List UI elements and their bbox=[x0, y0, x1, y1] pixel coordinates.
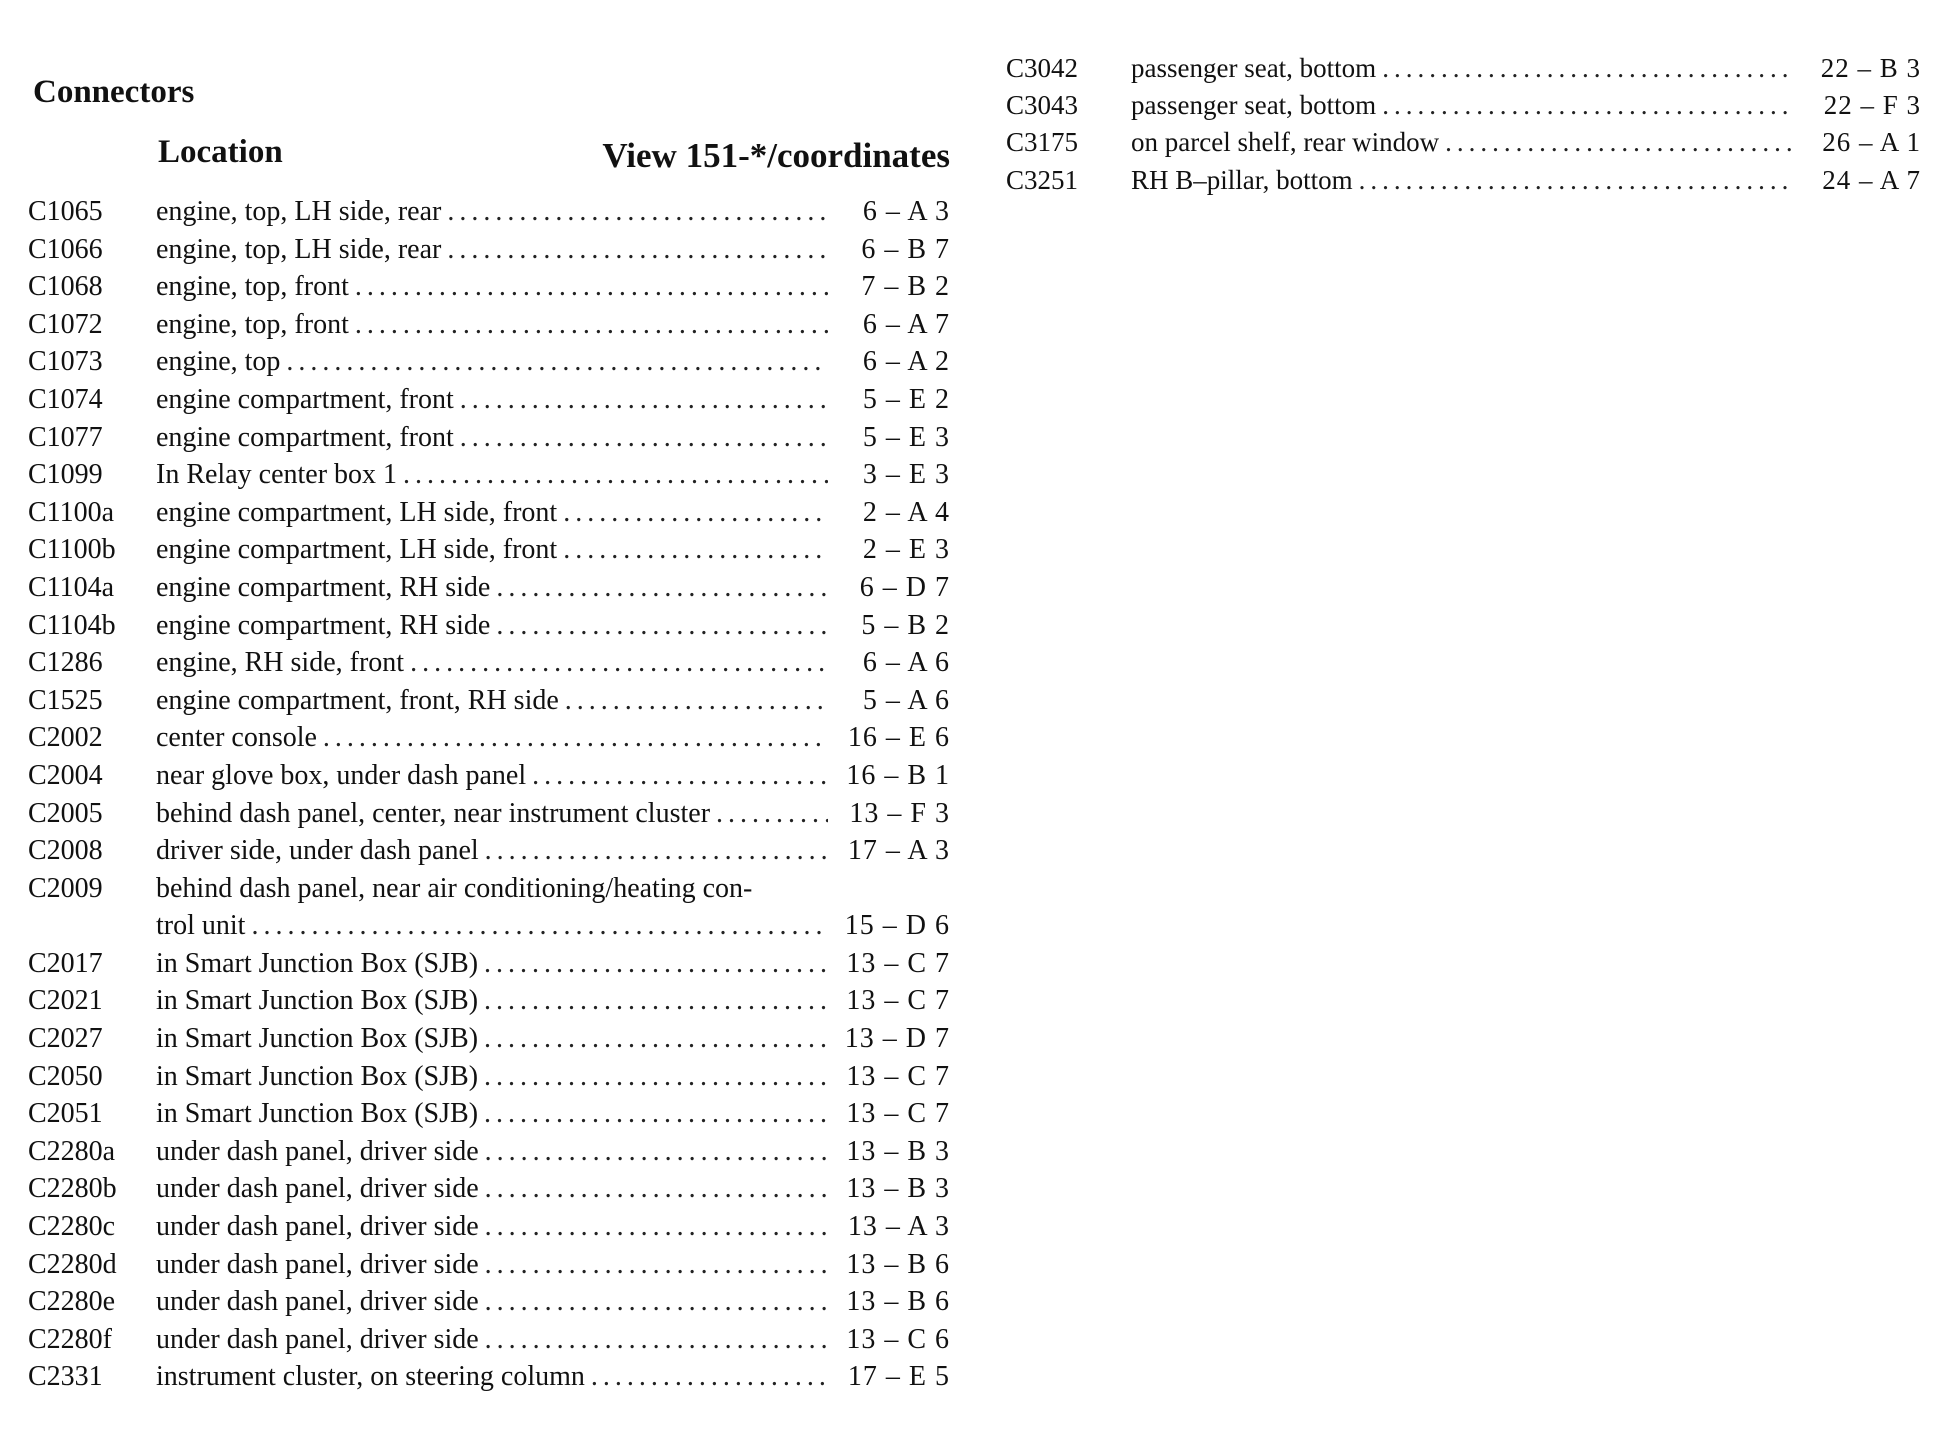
view-coordinate: 5 – B 2 bbox=[861, 609, 950, 641]
connector-row bbox=[28, 644, 950, 682]
connector-id: C1077 bbox=[28, 421, 103, 453]
location-cell bbox=[156, 1358, 828, 1396]
dot-leader bbox=[485, 832, 828, 870]
connector-location: engine compartment, front bbox=[156, 383, 454, 415]
connector-id: C2331 bbox=[28, 1361, 103, 1393]
connector-id: C1066 bbox=[28, 233, 103, 265]
connector-location: engine compartment, RH side bbox=[156, 609, 491, 641]
connector-location: under dash panel, driver side bbox=[156, 1286, 479, 1318]
view-coordinate: 13 – C 6 bbox=[846, 1323, 950, 1355]
connector-location: near glove box, under dash panel bbox=[156, 759, 527, 791]
connector-row bbox=[28, 381, 950, 419]
connector-id: C1100b bbox=[28, 534, 116, 566]
dot-leader bbox=[447, 193, 828, 231]
dot-leader bbox=[496, 569, 828, 607]
location-cell bbox=[156, 569, 828, 607]
connector-location: engine, top, front bbox=[156, 271, 349, 303]
location-cell bbox=[156, 193, 828, 231]
dot-leader bbox=[1359, 162, 1791, 199]
connector-row bbox=[28, 1358, 950, 1396]
dot-leader bbox=[355, 268, 828, 306]
connector-row bbox=[28, 795, 950, 833]
view-coordinate: 5 – A 6 bbox=[862, 684, 950, 716]
connector-id: C2280a bbox=[28, 1135, 116, 1167]
location-column-header: Location bbox=[158, 134, 283, 170]
connector-location: engine compartment, front bbox=[156, 421, 454, 453]
connector-location: trol unit bbox=[156, 910, 246, 942]
connector-location: engine, top bbox=[156, 346, 281, 378]
connector-location: driver side, under dash panel bbox=[156, 835, 479, 867]
location-cell bbox=[156, 419, 828, 457]
view-coordinate: 13 – C 7 bbox=[846, 947, 950, 979]
view-coordinate: 13 – A 3 bbox=[847, 1211, 950, 1243]
location-cell bbox=[156, 1321, 828, 1359]
location-cell bbox=[156, 1020, 828, 1058]
view-coordinate: 22 – F 3 bbox=[1823, 90, 1921, 121]
view-coordinate: 5 – E 3 bbox=[862, 421, 950, 453]
location-cell bbox=[1131, 124, 1791, 161]
connector-id: C1074 bbox=[28, 383, 103, 415]
connector-location: instrument cluster, on steering column bbox=[156, 1361, 585, 1393]
dot-leader bbox=[591, 1358, 828, 1396]
dot-leader bbox=[484, 1020, 828, 1058]
connector-row bbox=[28, 306, 950, 344]
view-coordinate: 13 – B 3 bbox=[846, 1135, 950, 1167]
connector-row bbox=[28, 907, 950, 945]
dot-leader bbox=[403, 456, 828, 494]
view-coordinate: 13 – C 7 bbox=[846, 1060, 950, 1092]
view-coordinate: 13 – B 3 bbox=[846, 1173, 950, 1205]
connector-id: C1286 bbox=[28, 647, 103, 679]
location-cell bbox=[156, 456, 828, 494]
view-coordinate: 13 – B 6 bbox=[846, 1286, 950, 1318]
location-cell bbox=[156, 682, 828, 720]
location-cell bbox=[1131, 87, 1791, 124]
connector-location: RH B–pillar, bottom bbox=[1131, 164, 1353, 195]
connector-id: C2009 bbox=[28, 872, 103, 904]
dot-leader bbox=[1382, 50, 1791, 87]
connector-row bbox=[28, 419, 950, 457]
connector-id: C2002 bbox=[28, 722, 103, 754]
connector-location: on parcel shelf, rear window bbox=[1131, 127, 1440, 158]
location-cell bbox=[156, 795, 828, 833]
view-coordinate: 16 – B 1 bbox=[846, 759, 950, 791]
view-coordinate: 6 – A 3 bbox=[862, 196, 950, 227]
location-cell bbox=[156, 1246, 828, 1284]
connector-id: C3175 bbox=[1006, 127, 1079, 158]
dot-leader bbox=[460, 419, 828, 457]
location-cell bbox=[156, 907, 828, 945]
connector-row bbox=[28, 268, 950, 306]
view-coordinate: 5 – E 2 bbox=[862, 383, 950, 415]
location-cell bbox=[1131, 50, 1791, 87]
view-coordinate: 13 – C 7 bbox=[846, 1098, 950, 1130]
connector-location: in Smart Junction Box (SJB) bbox=[156, 1060, 479, 1092]
connector-row bbox=[28, 945, 950, 983]
connector-row bbox=[28, 832, 950, 870]
dot-leader bbox=[485, 1246, 828, 1284]
view-coordinate: 16 – E 6 bbox=[847, 722, 950, 754]
dot-leader bbox=[1382, 87, 1791, 124]
connector-id: C1072 bbox=[28, 308, 103, 340]
connector-location: under dash panel, driver side bbox=[156, 1323, 479, 1355]
location-cell bbox=[156, 531, 828, 569]
connector-id: C2027 bbox=[28, 1023, 103, 1055]
view-coordinate: 24 – A 7 bbox=[1822, 164, 1921, 195]
connector-row bbox=[1006, 162, 1921, 199]
location-cell bbox=[156, 607, 828, 645]
connector-id: C2051 bbox=[28, 1098, 103, 1130]
connector-id: C2280d bbox=[28, 1248, 117, 1280]
connector-id: C2005 bbox=[28, 797, 103, 829]
connector-row bbox=[28, 1095, 950, 1133]
connector-id: C1525 bbox=[28, 684, 103, 716]
view-coordinate: 6 – A 6 bbox=[862, 647, 950, 679]
dot-leader bbox=[251, 907, 828, 945]
connector-location: engine, top, LH side, rear bbox=[156, 196, 442, 227]
connector-location: behind dash panel, center, near instrument cluster bbox=[156, 797, 711, 829]
connector-row bbox=[1006, 50, 1921, 87]
connector-location: engine, RH side, front bbox=[156, 647, 405, 679]
connector-list-right bbox=[1006, 50, 1921, 199]
dot-leader bbox=[323, 719, 828, 757]
location-cell bbox=[156, 1095, 828, 1133]
dot-leader bbox=[484, 945, 828, 983]
view-coordinates-column-header: View 151-*/coordinates bbox=[602, 136, 950, 175]
location-cell bbox=[156, 945, 828, 983]
connector-row bbox=[28, 1246, 950, 1284]
connector-id: C1068 bbox=[28, 271, 103, 303]
location-cell bbox=[156, 1208, 828, 1246]
dot-leader bbox=[485, 1208, 828, 1246]
connector-row bbox=[28, 607, 950, 645]
connector-list-left bbox=[28, 193, 950, 1396]
connector-location: behind dash panel, near air conditioning/heating con- bbox=[156, 872, 753, 904]
view-coordinate: 17 – A 3 bbox=[847, 835, 950, 867]
dot-leader bbox=[286, 343, 828, 381]
connector-location: in Smart Junction Box (SJB) bbox=[156, 947, 479, 979]
view-coordinate: 13 – C 7 bbox=[846, 985, 950, 1017]
connector-id: C1104b bbox=[28, 609, 116, 641]
connector-row bbox=[28, 757, 950, 795]
connector-id: C2280c bbox=[28, 1211, 116, 1243]
connector-id: C3042 bbox=[1006, 53, 1079, 83]
view-coordinate: 15 – D 6 bbox=[844, 910, 950, 942]
view-coordinate: 3 – E 3 bbox=[862, 459, 950, 491]
connector-row bbox=[28, 343, 950, 381]
dot-leader bbox=[532, 757, 828, 795]
location-cell bbox=[156, 268, 828, 306]
dot-leader bbox=[563, 494, 828, 532]
view-coordinate: 2 – A 4 bbox=[862, 496, 950, 528]
connector-id: C3251 bbox=[1006, 164, 1079, 195]
dot-leader bbox=[484, 982, 828, 1020]
dot-leader bbox=[496, 607, 828, 645]
location-cell bbox=[156, 870, 828, 908]
connector-location: engine, top, front bbox=[156, 308, 349, 340]
connector-location: center console bbox=[156, 722, 317, 754]
page-title: Connectors bbox=[33, 74, 195, 110]
connector-row bbox=[1006, 87, 1921, 124]
connector-location: under dash panel, driver side bbox=[156, 1135, 479, 1167]
location-cell bbox=[156, 1058, 828, 1096]
dot-leader bbox=[485, 1133, 828, 1171]
dot-leader bbox=[484, 1095, 828, 1133]
view-coordinate: 6 – B 7 bbox=[861, 233, 950, 265]
connector-row bbox=[28, 1058, 950, 1096]
location-cell bbox=[156, 644, 828, 682]
view-coordinate: 6 – A 2 bbox=[862, 346, 950, 378]
connector-row bbox=[28, 682, 950, 720]
location-cell bbox=[156, 982, 828, 1020]
location-cell bbox=[156, 832, 828, 870]
connector-id: C2050 bbox=[28, 1060, 103, 1092]
connector-row bbox=[1006, 124, 1921, 161]
connector-id: C3043 bbox=[1006, 90, 1079, 121]
connector-location: passenger seat, bottom bbox=[1131, 90, 1377, 121]
location-cell bbox=[156, 719, 828, 757]
location-cell bbox=[156, 1283, 828, 1321]
connector-row bbox=[28, 1020, 950, 1058]
connector-location: under dash panel, driver side bbox=[156, 1211, 479, 1243]
connector-id: C2004 bbox=[28, 759, 103, 791]
view-coordinate: 6 – D 7 bbox=[859, 571, 950, 603]
dot-leader bbox=[460, 381, 828, 419]
dot-leader bbox=[1445, 124, 1791, 161]
connector-location: engine compartment, LH side, front bbox=[156, 534, 558, 566]
dot-leader bbox=[355, 306, 828, 344]
connector-id: C2017 bbox=[28, 947, 103, 979]
connector-row bbox=[28, 1170, 950, 1208]
connector-row bbox=[28, 1133, 950, 1171]
connector-id: C2021 bbox=[28, 985, 103, 1017]
connector-row bbox=[28, 494, 950, 532]
location-cell bbox=[156, 381, 828, 419]
connector-row bbox=[28, 982, 950, 1020]
connector-id: C1104a bbox=[28, 571, 115, 603]
view-coordinate: 22 – B 3 bbox=[1820, 53, 1921, 83]
connector-location: under dash panel, driver side bbox=[156, 1173, 479, 1205]
dot-leader bbox=[563, 531, 828, 569]
connector-location: engine compartment, LH side, front bbox=[156, 496, 558, 528]
connector-location: under dash panel, driver side bbox=[156, 1248, 479, 1280]
location-cell bbox=[156, 306, 828, 344]
connector-id: C2280b bbox=[28, 1173, 117, 1205]
connector-row bbox=[28, 231, 950, 269]
connector-id: C1065 bbox=[28, 196, 103, 227]
connector-row bbox=[28, 569, 950, 607]
connector-row bbox=[28, 531, 950, 569]
connector-location: in Smart Junction Box (SJB) bbox=[156, 1098, 479, 1130]
connector-row bbox=[28, 719, 950, 757]
view-coordinate: 2 – E 3 bbox=[862, 534, 950, 566]
connector-id: C1073 bbox=[28, 346, 103, 378]
dot-leader bbox=[410, 644, 828, 682]
connector-id: C2008 bbox=[28, 835, 103, 867]
dot-leader bbox=[447, 231, 828, 269]
location-cell bbox=[156, 757, 828, 795]
view-coordinate: 7 – B 2 bbox=[861, 271, 950, 303]
connector-row bbox=[28, 870, 950, 908]
location-cell bbox=[156, 1133, 828, 1171]
connector-location: engine compartment, RH side bbox=[156, 571, 491, 603]
location-cell bbox=[156, 343, 828, 381]
connector-location: In Relay center box 1 bbox=[156, 459, 398, 491]
view-coordinate: 13 – D 7 bbox=[844, 1023, 950, 1055]
connector-location: engine compartment, front, RH side bbox=[156, 684, 559, 716]
connector-row bbox=[28, 456, 950, 494]
connector-location: engine, top, LH side, rear bbox=[156, 233, 442, 265]
connector-id: C2280f bbox=[28, 1323, 112, 1355]
view-coordinate: 17 – E 5 bbox=[847, 1361, 950, 1393]
location-cell bbox=[156, 231, 828, 269]
connector-location: passenger seat, bottom bbox=[1131, 53, 1377, 83]
connector-id: C2280e bbox=[28, 1286, 116, 1318]
connector-row bbox=[28, 1321, 950, 1359]
view-coordinate: 13 – B 6 bbox=[846, 1248, 950, 1280]
location-cell bbox=[1131, 162, 1791, 199]
connector-row bbox=[28, 1208, 950, 1246]
dot-leader bbox=[565, 682, 828, 720]
connector-id: C1099 bbox=[28, 459, 103, 491]
dot-leader bbox=[485, 1170, 828, 1208]
dot-leader bbox=[484, 1058, 828, 1096]
view-coordinate: 26 – A 1 bbox=[1822, 127, 1921, 158]
connector-row bbox=[28, 1283, 950, 1321]
connector-row bbox=[28, 193, 950, 231]
dot-leader bbox=[716, 795, 828, 833]
dot-leader bbox=[485, 1321, 828, 1359]
location-cell bbox=[156, 1170, 828, 1208]
dot-leader bbox=[485, 1283, 828, 1321]
location-cell bbox=[156, 494, 828, 532]
view-coordinate: 13 – F 3 bbox=[849, 797, 950, 829]
connector-id: C1100a bbox=[28, 496, 115, 528]
connector-location: in Smart Junction Box (SJB) bbox=[156, 985, 479, 1017]
connector-location: in Smart Junction Box (SJB) bbox=[156, 1023, 479, 1055]
view-coordinate: 6 – A 7 bbox=[862, 308, 950, 340]
